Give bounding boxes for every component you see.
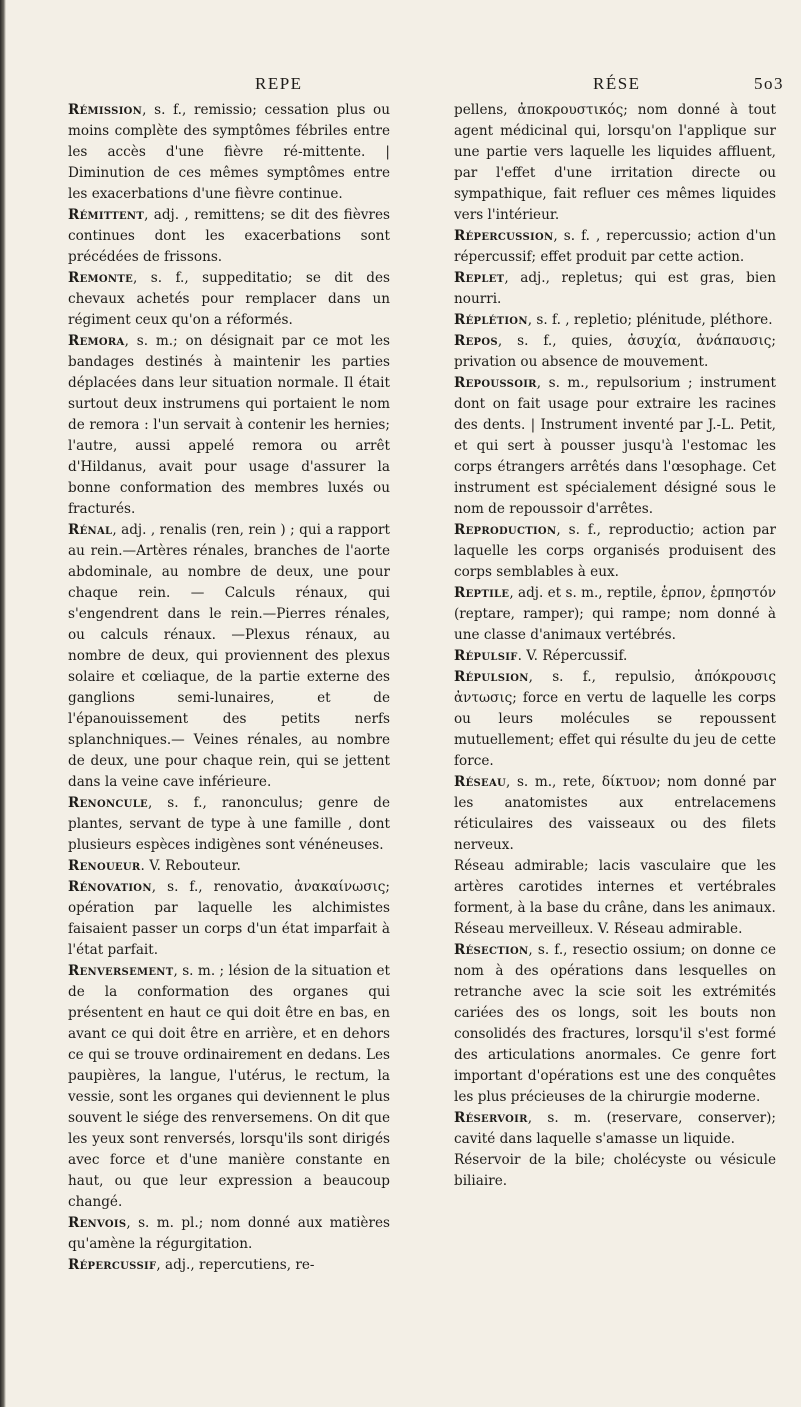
headword: Rénal <box>68 522 113 538</box>
header-right-word: RÉSE <box>593 74 641 93</box>
definition: , s. f., resectio ossium; on donne ce nom à des opérations dans lesquelles on retranche avec la scie soit les extrémités cariées des os longs, soit les bouts non consolidés des fractures, lorsqu'il s'est formé des articulations anormales. Ce genre fort important d'opérations est une des conquêtes les plus précieuses de la chirurgie moderne. <box>454 942 776 1105</box>
entry-continuation <box>454 100 776 226</box>
headword: Répulsion <box>454 669 529 685</box>
page-number: 5o3 <box>754 74 784 93</box>
entry <box>454 1108 776 1150</box>
definition: , adj. , renalis (ren, rein ) ; qui a rapport au rein.—Artères rénales, branches de l'aorte abdominale, au nombre de deux, une pour chaque rein. — Calculs rénaux, qui s'engendrent dans le rein.—Pierres rénales, ou calculs rénaux. —Plexus rénaux, au nombre de deux, qui proviennent des plexus solaire et cœliaque, de la partie externe des ganglions semi-lunaires, et de l'épanouissement des petits nerfs splanchniques.— Veines rénales, au nombre de deux, une pour chaque rein, qui se jettent dans la veine cave inférieure. <box>68 522 390 790</box>
definition: , s. m. (reservare, conserver); cavité dans laquelle s'amasse un liquide. <box>454 1110 776 1147</box>
definition: , s. m., repulsorium ; instrument dont on fait usage pour extraire les racines des dents. | Instrument inventé par J.-L. Petit, et qui sert à pousser jusqu'à l'estomac les corps étrangers arrêtés dans l'œsophage. Cet instrument est spécialement désigné sous le nom de repoussoir d'arrêtes. <box>454 375 776 517</box>
entry <box>68 268 390 331</box>
entry <box>454 667 776 772</box>
definition: , s. m.; on désignait par ce mot les bandages destinés à maintenir les parties déplacées dans leur situation normale. Il était surtout deux instrumens qui portaient le nom de remora : l'un servait à contenir les hernies; l'autre, aussi appelé remora ou arrêt d'Hildanus, avait pour usage d'assurer la bonne conformation des membres luxés ou fracturés. <box>68 333 390 517</box>
definition: , s. m. pl.; nom donné aux matières qu'amène la régurgitation. <box>68 1215 390 1252</box>
entry <box>454 919 776 940</box>
headword: Répulsif <box>454 648 518 664</box>
entry <box>454 772 776 856</box>
headword: Renoncule <box>68 795 148 811</box>
definition: . V. Répercussif. <box>517 648 628 664</box>
entry <box>454 583 776 646</box>
definition: , adj., repletus; qui est gras, bien nourri. <box>454 270 776 307</box>
entry <box>68 793 390 856</box>
definition: , s. f., ranonculus; genre de plantes, servant de type à une famille , dont plusieurs espèces indigènes sont vénéneuses. <box>68 795 390 853</box>
definition: Réservoir de la bile; cholécyste ou vésicule biliaire. <box>454 1152 776 1189</box>
definition: pellens, ἀποκρουστικός; nom donné à tout agent médicinal qui, lorsqu'on l'applique sur une partie vers laquelle les liquides affluent, par l'effet d'une irritation directe ou sympathique, fait refluer ces mêmes liquides vers l'intérieur. <box>454 102 776 223</box>
definition: , s. f. , repercussio; action d'un répercussif; effet produit par cette action. <box>454 228 776 265</box>
headword: Reptile <box>454 585 510 601</box>
entry <box>68 205 390 268</box>
headword: Repoussoir <box>454 375 537 391</box>
headword: Renversement <box>68 963 174 979</box>
entry <box>454 310 776 331</box>
definition: , s. f. , repletio; plénitude, pléthore. <box>527 312 773 328</box>
entry <box>454 646 776 667</box>
definition: , s. f., remissio; cessation plus ou moins complète des symptômes fébriles entre les accès d'une fièvre ré-mittente. | Diminution de ces mêmes symptômes entre les exacerbations d'une fièvre continue. <box>68 102 390 202</box>
headword: Réplétion <box>454 312 528 328</box>
header-left-word: REPE <box>255 74 303 93</box>
definition: , s. m., rete, δίκτυον; nom donné par les anatomistes aux entrelacemens réticulaires des vaisseaux ou des filets nerveux. <box>454 774 776 853</box>
entry <box>454 226 776 268</box>
entry <box>454 856 776 919</box>
headword: Résection <box>454 942 529 958</box>
definition: , adj., repercutiens, re- <box>156 1257 315 1273</box>
headword: Réservoir <box>454 1110 528 1126</box>
entry <box>68 877 390 961</box>
entry <box>454 331 776 373</box>
definition: , s. f., reproductio; action par laquelle les corps organisés produisent des corps semblables à eux. <box>454 522 776 580</box>
entry <box>454 520 776 583</box>
headword: Repos <box>454 333 498 349</box>
headword: Remonte <box>68 270 134 286</box>
entry <box>454 268 776 310</box>
entry <box>68 331 390 520</box>
definition: , adj. , remittens; se dit des fièvres continues dont les exacerbations sont précédées de frissons. <box>68 207 390 265</box>
entry <box>68 1213 390 1255</box>
headword: Répercussion <box>454 228 554 244</box>
right-column <box>454 100 776 1400</box>
definition: , s. m. ; lésion de la situation et de la conformation des organes qui présentent en haut ce qui doit être en bas, en avant ce qui doit être en arrière, et en dehors ce qui se trouve ordinairement en dedans. Les paupières, la langue, l'utérus, le rectum, la vessie, sont les organes qui deviennent le plus souvent le siége des renversemens. On dit que les yeux sont renversés, lorsqu'ils sont dirigés avec force et d'une manière constante en haut, ou que leur expression a beaucoup changé. <box>68 963 390 1210</box>
headword: Renoueur <box>68 858 141 874</box>
entry <box>454 1150 776 1192</box>
entry <box>454 373 776 520</box>
running-header <box>0 74 801 98</box>
definition: Réseau merveilleux. V. Réseau admirable. <box>454 921 743 937</box>
left-column <box>68 100 390 1400</box>
definition: , s. f., renovatio, ἀνακαίνωσις; opération par laquelle les alchimistes faisaient passer un corps d'un état imparfait à l'état parfait. <box>68 879 390 958</box>
entry <box>68 961 390 1213</box>
page-binding-edge <box>0 0 6 1407</box>
definition: , adj. et s. m., reptile, ἑρπον, ἑρπηστόν (reptare, ramper); qui rampe; nom donné à une classe d'animaux vertébrés. <box>454 585 776 643</box>
entry <box>68 520 390 793</box>
headword: Renvois <box>68 1215 127 1231</box>
headword: Remora <box>68 333 125 349</box>
definition: , s. f., repulsio, ἀπόκρουσις ἀντωσις; force en vertu de laquelle les corps ou leurs molécules se repoussent mutuellement; effet qui résulte du jeu de cette force. <box>454 669 776 769</box>
definition: Réseau admirable; lacis vasculaire que les artères carotides internes et vertébrales forment, à la base du crâne, dans les animaux. <box>454 858 776 916</box>
definition: . V. Rebouteur. <box>140 858 241 874</box>
entry <box>68 856 390 877</box>
entry <box>68 100 390 205</box>
entry <box>454 940 776 1108</box>
headword: Rémittent <box>68 207 145 223</box>
headword: Rénovation <box>68 879 152 895</box>
definition: , s. f., quies, ἀσυχία, ἀνάπαυσις; privation ou absence de mouvement. <box>454 333 776 370</box>
headword: Rémission <box>68 102 143 118</box>
headword: Replet <box>454 270 505 286</box>
headword: Reproduction <box>454 522 557 538</box>
definition: , s. f., suppeditatio; se dit des chevaux achetés pour remplacer dans un régiment ceux qu'on a réformés. <box>68 270 390 328</box>
entry <box>68 1255 390 1276</box>
headword: Répercussif <box>68 1257 157 1273</box>
headword: Réseau <box>454 774 507 790</box>
